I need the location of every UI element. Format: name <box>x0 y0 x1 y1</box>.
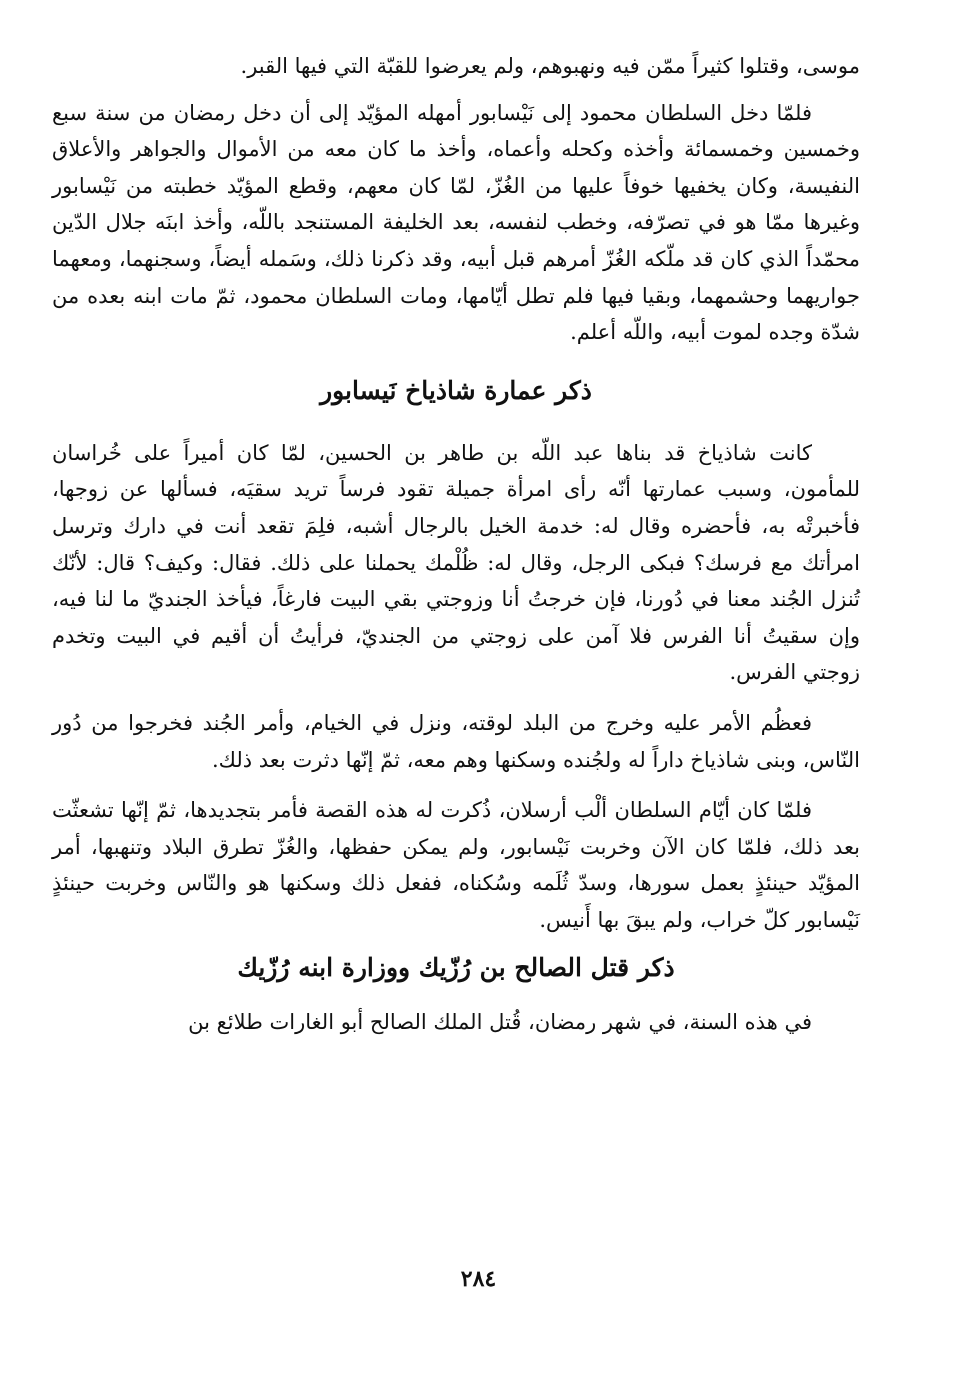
section-heading-salih-killing: ذكر قتل الصالح بن رُزّيك ووزارة ابنه رُزّيك <box>237 953 675 983</box>
paragraph-continuation: موسى، وقتلوا كثيراً ممّن فيه ونهبوهم، ولم يعرضوا للقبّة التي فيها القبر. <box>240 54 860 78</box>
paragraph-salih-intro: في هذه السنة، في شهر رمضان، قُتل الملك الصالح أبو الغارات طلائع بن <box>188 1010 812 1035</box>
section-heading-shadhiyakh: ذكر عمارة شاذياخ نَيسابور <box>320 375 592 405</box>
paragraph-shadhiyakh-built: فعظُم الأمر عليه وخرج من البلد لوقته، ونزل في الخيام، وأمر الجُند فخرجوا من دُور النّاس، وبنى شاذياخ داراً له ولجُنده وسكنها وهم معه، ثمّ إنّها دثرت بعد ذلك. <box>52 710 860 772</box>
page-body <box>52 48 860 1041</box>
paragraph-shadhiyakh-renewal: فلمّا كان أيّام السلطان ألْب أرسلان، ذُكرت له هذه القصة فأمر بتجديدها، ثمّ إنّها تشعثّت بعد ذلك، فلمّا كان الآن وخربت نَيْسابور، ولم يمكن حفظها، والغُزّ تطرق البلاد وتنهبها، أمر المؤيّد حينئذٍ بعمل سورها، وسدّ ثُلَمه وسُكناه، ففعل ذلك وسكنها هو والنّاس وخربت حينئذٍ نَيْسابور كلّ خراب، ولم يبقَ بها أَنيس. <box>52 798 860 932</box>
paragraph-shadhiyakh-origin: كانت شاذياخ قد بناها عبد اللّه بن طاهر بن الحسين، لمّا كان أميراً على خُراسان للمأمون، وسبب عمارتها أنّه رأى امرأة جميلة تقود فرساً تريد سقيَه، فسألها عن زوجها، فأخبرتْه به، فأحضره وقال له: خدمة الخيل بالرجال أشبه، فلِمَ تقعد أنت في دارك وترسل امرأتك مع فرسك؟ فبكى الرجل، وقال له: ظُلْمك يحملنا على ذلك. فقال: وكيف؟ قال: لأنّك تُنزل الجُند معنا في دُورنا، فإن خرجتُ أنا وزوجتي بقي البيت فارغاً، فيأخذ الجنديّ ما لنا فيه، وإن سقيتُ أنا الفرس فلا آمن على زوجتي من الجنديّ، فرأيتُ أن أقيم في البيت وتخدم زوجتي الفرس. <box>52 440 860 685</box>
page-number: ٢٨٤ <box>460 1266 497 1292</box>
paragraph-mahmud-blinding: فلمّا دخل السلطان محمود إلى نَيْسابور أمهله المؤيّد إلى أن دخل رمضان من سنة سبع وخمسين وخمسمائة وأخذه وكحله وأعماه، وأخذ ما كان معه من الأموال والجواهر والأعلاق النفيسة، وكان يخفيها خوفاً عليها من الغُزّ، لمّا كان معهم، وقطع المؤيّد خطبته من نَيْسابور وغيرها ممّا هو في تصرّفه، وخطب لنفسه، بعد الخليفة المستنجد باللّه، وأخذ ابنَه جلال الدّين محمّداً الذي كان قد ملّكه الغُزّ أمرهم قبل أبيه، وقد ذكرنا ذلك، وسَمله أيضاً، وسجنهما، ومعهما جواريهما وحشمهما، وبقيا فيها فلم تطل أيّامها، ومات السلطان محمود، ثمّ مات ابنه بعده من شدّة وجده لموت أبيه، واللّه أعلم. <box>52 100 860 345</box>
